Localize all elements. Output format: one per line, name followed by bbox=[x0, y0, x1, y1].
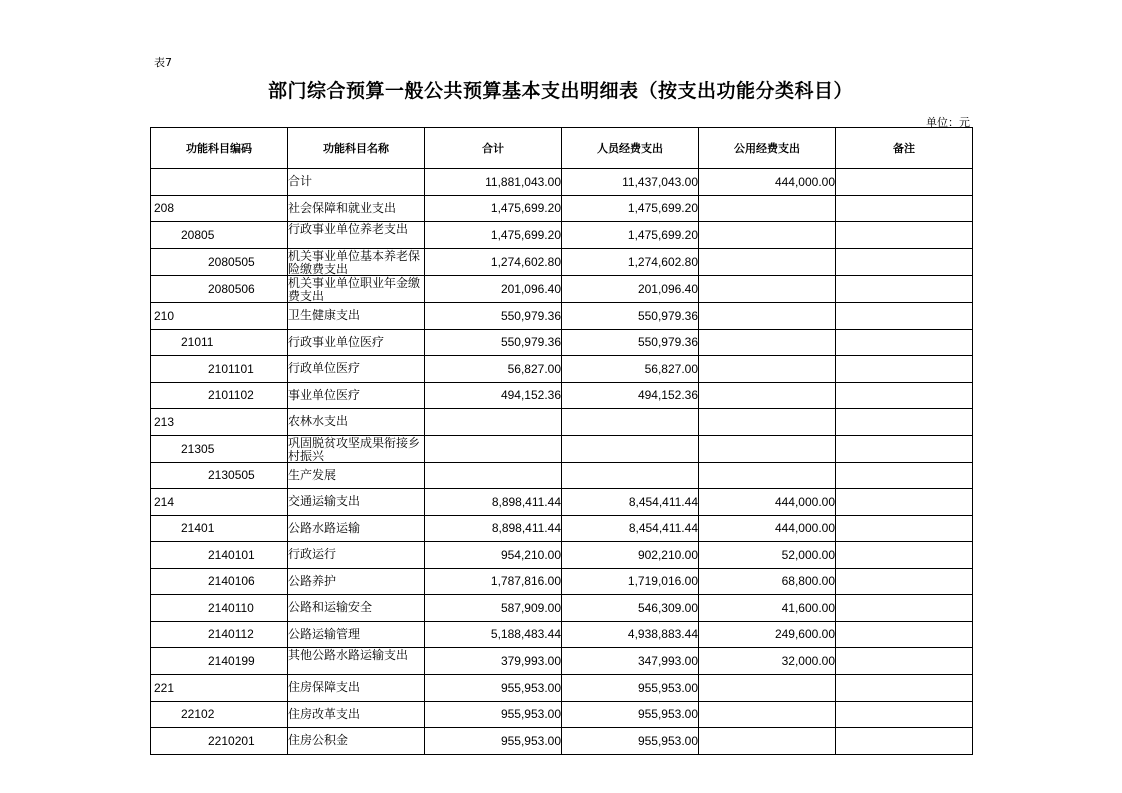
cell-total: 550,979.36 bbox=[425, 303, 562, 330]
cell-code: 2101101 bbox=[151, 356, 288, 383]
cell-name bbox=[288, 303, 425, 330]
cell-public: 41,600.00 bbox=[699, 595, 836, 622]
cell-note bbox=[836, 595, 973, 622]
cell-total bbox=[425, 462, 562, 489]
cell-personnel: 11,437,043.00 bbox=[562, 169, 699, 196]
cell-note bbox=[836, 303, 973, 330]
cell-total: 56,827.00 bbox=[425, 356, 562, 383]
cell-name bbox=[288, 542, 425, 569]
cell-public: 444,000.00 bbox=[699, 169, 836, 196]
cell-name bbox=[288, 409, 425, 436]
cell-name-text: 行政事业单位养老支出 bbox=[288, 222, 409, 236]
cell-name bbox=[288, 728, 425, 755]
cell-name bbox=[288, 435, 425, 462]
cell-code: 2080506 bbox=[151, 276, 288, 303]
cell-public: 68,800.00 bbox=[699, 568, 836, 595]
cell-note bbox=[836, 728, 973, 755]
table-header-row bbox=[151, 128, 973, 169]
cell-name bbox=[288, 648, 425, 675]
cell-personnel bbox=[562, 435, 699, 462]
cell-name bbox=[288, 701, 425, 728]
cell-name-text: 行政事业单位医疗 bbox=[288, 334, 385, 349]
unit-label: 单位：元 bbox=[926, 116, 970, 129]
cell-note bbox=[836, 409, 973, 436]
cell-note bbox=[836, 169, 973, 196]
cell-name-text: 巩固脱贫攻坚成果衔接乡村振兴 bbox=[288, 435, 421, 462]
table-row bbox=[151, 249, 973, 276]
cell-public bbox=[699, 462, 836, 489]
cell-name-text: 公路和运输安全 bbox=[288, 600, 373, 615]
cell-public bbox=[699, 329, 836, 356]
cell-note bbox=[836, 462, 973, 489]
cell-public bbox=[699, 409, 836, 436]
cell-total: 8,898,411.44 bbox=[425, 489, 562, 516]
cell-code: 2140101 bbox=[151, 542, 288, 569]
cell-total: 550,979.36 bbox=[425, 329, 562, 356]
cell-name bbox=[288, 462, 425, 489]
cell-code: 20805 bbox=[151, 222, 288, 249]
cell-total: 1,475,699.20 bbox=[425, 222, 562, 249]
cell-total: 8,898,411.44 bbox=[425, 515, 562, 542]
cell-name-text: 社会保障和就业支出 bbox=[288, 200, 397, 215]
cell-personnel: 550,979.36 bbox=[562, 329, 699, 356]
table-row bbox=[151, 462, 973, 489]
cell-code bbox=[151, 169, 288, 196]
cell-public: 444,000.00 bbox=[699, 515, 836, 542]
cell-total: 201,096.40 bbox=[425, 276, 562, 303]
cell-personnel: 494,152.36 bbox=[562, 382, 699, 409]
cell-name-text: 公路水路运输 bbox=[288, 520, 361, 535]
cell-code: 210 bbox=[151, 303, 288, 330]
cell-public: 249,600.00 bbox=[699, 621, 836, 648]
cell-code: 2210201 bbox=[151, 728, 288, 755]
cell-code: 2140199 bbox=[151, 648, 288, 675]
cell-name-text: 事业单位医疗 bbox=[288, 387, 361, 402]
table-row bbox=[151, 303, 973, 330]
cell-public bbox=[699, 728, 836, 755]
cell-public bbox=[699, 222, 836, 249]
cell-name-text: 合计 bbox=[288, 174, 313, 189]
cell-code: 21011 bbox=[151, 329, 288, 356]
cell-code: 221 bbox=[151, 675, 288, 702]
cell-personnel: 955,953.00 bbox=[562, 728, 699, 755]
cell-personnel: 201,096.40 bbox=[562, 276, 699, 303]
cell-code: 2130505 bbox=[151, 462, 288, 489]
cell-personnel: 546,309.00 bbox=[562, 595, 699, 622]
header-personnel: 人员经费支出 bbox=[562, 128, 699, 169]
cell-name-text: 农林水支出 bbox=[288, 414, 349, 429]
cell-note bbox=[836, 382, 973, 409]
cell-public bbox=[699, 249, 836, 276]
cell-name bbox=[288, 568, 425, 595]
cell-public bbox=[699, 701, 836, 728]
cell-total: 587,909.00 bbox=[425, 595, 562, 622]
cell-name-text: 行政单位医疗 bbox=[288, 361, 361, 376]
cell-personnel: 1,475,699.20 bbox=[562, 222, 699, 249]
cell-public bbox=[699, 276, 836, 303]
cell-code: 2101102 bbox=[151, 382, 288, 409]
cell-note bbox=[836, 648, 973, 675]
cell-name-text: 其他公路水路运输支出 bbox=[288, 648, 409, 662]
cell-note bbox=[836, 356, 973, 383]
table-row bbox=[151, 542, 973, 569]
cell-code: 2140112 bbox=[151, 621, 288, 648]
cell-code: 21401 bbox=[151, 515, 288, 542]
cell-public bbox=[699, 195, 836, 222]
cell-name-text: 机关事业单位职业年金缴费支出 bbox=[288, 276, 421, 302]
cell-name-text: 卫生健康支出 bbox=[288, 308, 361, 323]
page-title: 部门综合预算一般公共预算基本支出明细表（按支出功能分类科目） bbox=[267, 80, 853, 102]
cell-name bbox=[288, 382, 425, 409]
cell-public: 32,000.00 bbox=[699, 648, 836, 675]
cell-personnel: 902,210.00 bbox=[562, 542, 699, 569]
cell-personnel: 550,979.36 bbox=[562, 303, 699, 330]
cell-total: 1,787,816.00 bbox=[425, 568, 562, 595]
header-code: 功能科目编码 bbox=[151, 128, 288, 169]
budget-table bbox=[150, 127, 973, 755]
cell-name bbox=[288, 222, 425, 249]
cell-total: 5,188,483.44 bbox=[425, 621, 562, 648]
header-name: 功能科目名称 bbox=[288, 128, 425, 169]
cell-public: 52,000.00 bbox=[699, 542, 836, 569]
cell-note bbox=[836, 249, 973, 276]
cell-public bbox=[699, 675, 836, 702]
cell-personnel: 1,475,699.20 bbox=[562, 195, 699, 222]
cell-code: 213 bbox=[151, 409, 288, 436]
cell-public bbox=[699, 356, 836, 383]
cell-code: 22102 bbox=[151, 701, 288, 728]
cell-name-text: 住房公积金 bbox=[288, 733, 349, 748]
cell-name bbox=[288, 595, 425, 622]
cell-total: 379,993.00 bbox=[425, 648, 562, 675]
cell-personnel: 1,719,016.00 bbox=[562, 568, 699, 595]
cell-total: 955,953.00 bbox=[425, 728, 562, 755]
cell-personnel: 955,953.00 bbox=[562, 675, 699, 702]
table-row bbox=[151, 568, 973, 595]
cell-note bbox=[836, 621, 973, 648]
cell-code: 2140110 bbox=[151, 595, 288, 622]
table-row bbox=[151, 409, 973, 436]
cell-note bbox=[836, 542, 973, 569]
cell-total bbox=[425, 435, 562, 462]
cell-personnel: 4,938,883.44 bbox=[562, 621, 699, 648]
cell-name-text: 生产发展 bbox=[288, 467, 337, 482]
table-row bbox=[151, 382, 973, 409]
table-number-label: 表7 bbox=[154, 56, 172, 69]
cell-total: 955,953.00 bbox=[425, 675, 562, 702]
cell-name bbox=[288, 276, 425, 303]
cell-note bbox=[836, 701, 973, 728]
cell-total: 1,475,699.20 bbox=[425, 195, 562, 222]
cell-personnel: 347,993.00 bbox=[562, 648, 699, 675]
cell-name bbox=[288, 515, 425, 542]
cell-name bbox=[288, 356, 425, 383]
table-row bbox=[151, 195, 973, 222]
cell-total bbox=[425, 409, 562, 436]
table-row bbox=[151, 595, 973, 622]
cell-name bbox=[288, 249, 425, 276]
cell-total: 1,274,602.80 bbox=[425, 249, 562, 276]
cell-name-text: 公路养护 bbox=[288, 573, 337, 588]
cell-name-text: 交通运输支出 bbox=[288, 494, 361, 509]
cell-personnel: 955,953.00 bbox=[562, 701, 699, 728]
table-row bbox=[151, 222, 973, 249]
table-row bbox=[151, 435, 973, 462]
cell-note bbox=[836, 329, 973, 356]
header-public: 公用经费支出 bbox=[699, 128, 836, 169]
cell-total: 11,881,043.00 bbox=[425, 169, 562, 196]
cell-name bbox=[288, 675, 425, 702]
cell-total: 955,953.00 bbox=[425, 701, 562, 728]
cell-name-text: 行政运行 bbox=[288, 547, 337, 562]
cell-note bbox=[836, 195, 973, 222]
cell-code: 2080505 bbox=[151, 249, 288, 276]
cell-name-text: 住房改革支出 bbox=[288, 706, 361, 721]
cell-name bbox=[288, 169, 425, 196]
header-total: 合计 bbox=[425, 128, 562, 169]
cell-public: 444,000.00 bbox=[699, 489, 836, 516]
cell-name bbox=[288, 329, 425, 356]
cell-public bbox=[699, 303, 836, 330]
cell-name-text: 机关事业单位基本养老保险缴费支出 bbox=[288, 249, 421, 275]
cell-personnel: 8,454,411.44 bbox=[562, 515, 699, 542]
table-row bbox=[151, 329, 973, 356]
cell-personnel: 8,454,411.44 bbox=[562, 489, 699, 516]
table-row bbox=[151, 356, 973, 383]
cell-note bbox=[836, 222, 973, 249]
cell-personnel: 56,827.00 bbox=[562, 356, 699, 383]
cell-public bbox=[699, 382, 836, 409]
cell-note bbox=[836, 276, 973, 303]
cell-public bbox=[699, 435, 836, 462]
table-row bbox=[151, 675, 973, 702]
table-row bbox=[151, 276, 973, 303]
cell-note bbox=[836, 435, 973, 462]
cell-name bbox=[288, 621, 425, 648]
cell-note bbox=[836, 568, 973, 595]
cell-total: 494,152.36 bbox=[425, 382, 562, 409]
header-note: 备注 bbox=[836, 128, 973, 169]
table-row bbox=[151, 489, 973, 516]
cell-code: 2140106 bbox=[151, 568, 288, 595]
cell-personnel bbox=[562, 409, 699, 436]
table-body bbox=[151, 169, 973, 755]
cell-name-text: 公路运输管理 bbox=[288, 626, 361, 641]
table-row bbox=[151, 169, 973, 196]
cell-note bbox=[836, 489, 973, 516]
cell-note bbox=[836, 515, 973, 542]
cell-total: 954,210.00 bbox=[425, 542, 562, 569]
cell-personnel: 1,274,602.80 bbox=[562, 249, 699, 276]
cell-personnel bbox=[562, 462, 699, 489]
cell-name bbox=[288, 195, 425, 222]
cell-code: 21305 bbox=[151, 435, 288, 462]
cell-code: 214 bbox=[151, 489, 288, 516]
cell-code: 208 bbox=[151, 195, 288, 222]
table-row bbox=[151, 648, 973, 675]
table-row bbox=[151, 621, 973, 648]
table-row bbox=[151, 701, 973, 728]
cell-name bbox=[288, 489, 425, 516]
cell-note bbox=[836, 675, 973, 702]
table-row bbox=[151, 728, 973, 755]
cell-name-text: 住房保障支出 bbox=[288, 680, 361, 695]
table-row bbox=[151, 515, 973, 542]
